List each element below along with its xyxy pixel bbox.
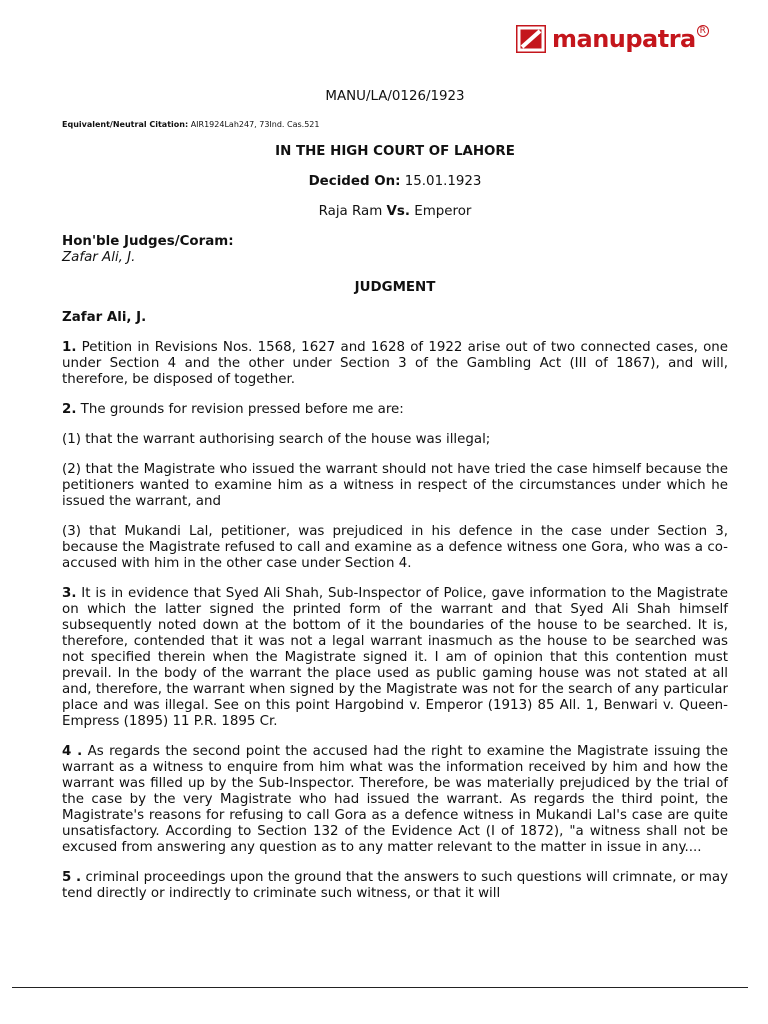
judgment-heading: JUDGMENT [354,280,436,295]
page-bottom-rule [12,987,748,988]
paragraph-text: (2) that the Magistrate who issued the warrant should not have tried the case himself because the petitioners wanted to examine him as a witness in respect of the circumstances under which he issued the warrant, and [62,462,728,509]
respondent-name: Emperor [414,204,472,219]
paragraph-text: Petition in Revisions Nos. 1568, 1627 and 1628 of 1922 arise out of two connected cases, one under Section 4 and the other under Section 3 of the Gambling Act (III of 1867), and will, therefore, be disposed of together. [62,340,728,387]
paragraph-number: 3. [62,586,77,601]
versus-label: Vs. [386,204,410,219]
paragraph-number: 5 . [62,870,82,885]
paragraph-2 [62,402,728,418]
paragraph-text: criminal proceedings upon the ground that the answers to such questions will crimnate, or may tend directly or indirectly to criminate such witness, or that it will [62,870,729,901]
court-name: IN THE HIGH COURT OF LAHORE [275,144,515,159]
coram-judges: Zafar Ali, J. [62,250,136,265]
ground-1 [62,432,728,448]
authoring-judge: Zafar Ali, J. [62,310,147,325]
equivalent-citation [62,120,728,130]
decided-on [62,174,728,190]
manupatra-logo [516,22,709,56]
decided-on-date: 15.01.1923 [404,174,482,189]
case-parties [62,204,728,220]
paragraph-4 [62,744,728,856]
paragraph-number: 4 . [62,744,83,759]
registered-mark: R [697,25,709,37]
ground-2 [62,462,728,510]
judgment-document [62,86,728,902]
brand-name: manupatra [552,25,696,53]
ground-3 [62,524,728,572]
paragraph-text: (3) that Mukandi Lal, petitioner, was prejudiced in his defence in the case under Section 3, because the Magistrate refused to call and examine as a defence witness one Gora, who was a co-accused with him in the other case under Section 4. [62,524,728,571]
equivalent-citation-value: AIR1924Lah247, 73Ind. Cas.521 [190,120,320,129]
paragraph-number: 1. [62,340,77,355]
decided-on-label: Decided On: [308,174,401,189]
paragraph-text: The grounds for revision pressed before me are: [80,402,404,417]
equivalent-citation-label: Equivalent/Neutral Citation: [62,120,189,129]
petitioner-name: Raja Ram [318,204,383,219]
paragraph-text: It is in evidence that Syed Ali Shah, Sub-Inspector of Police, gave information to the Magistrate on which the latter signed the printed form of the warrant and that Syed Ali Shah himself subsequently noted down at the bottom of it the boundaries of the house to be searched. It is, therefore, contended that it was not a legal warrant inasmuch as the house to be searched was not specified therein when the Magistrate signed it. I am of opinion that this contention must prevail. In the body of the warrant the place used as public gaming house was not stated at all and, therefore, the warrant when signed by the Magistrate was not for the search of any particular place and was illegal. See on this point Hargobind v. Emperor (1913) 85 All. 1, Benwari v. Queen-Empress (1895) 11 P.R. 1895 Cr. [62,586,728,729]
paragraph-text: As regards the second point the accused had the right to examine the Magistrate issuing the warrant as a witness to enquire from him what was the information received by him and how the warrant was filled up by the Sub-Inspector. Therefore, be was materially prejudiced by the trial of the case by the very Magistrate who had issued the warrant. As regards the third point, the Magistrate's reasons for refusing to call Gora as a defence witness in Mukandi Lal's case are quite unsatisfactory. According to Section 132 of the Evidence Act (I of 1872), "a witness shall not be excused from answering any question as to any matter relevant to the matter in issue in any.... [62,744,728,855]
paragraph-number: 2. [62,402,77,417]
paragraph-1 [62,340,728,388]
manupatra-logo-icon [516,25,546,53]
paragraph-5 [62,870,728,902]
coram-heading: Hon'ble Judges/Coram: [62,234,234,249]
paragraph-3 [62,586,728,730]
paragraph-text: (1) that the warrant authorising search of the house was illegal; [62,432,491,447]
citation-number: MANU/LA/0126/1923 [325,89,465,104]
